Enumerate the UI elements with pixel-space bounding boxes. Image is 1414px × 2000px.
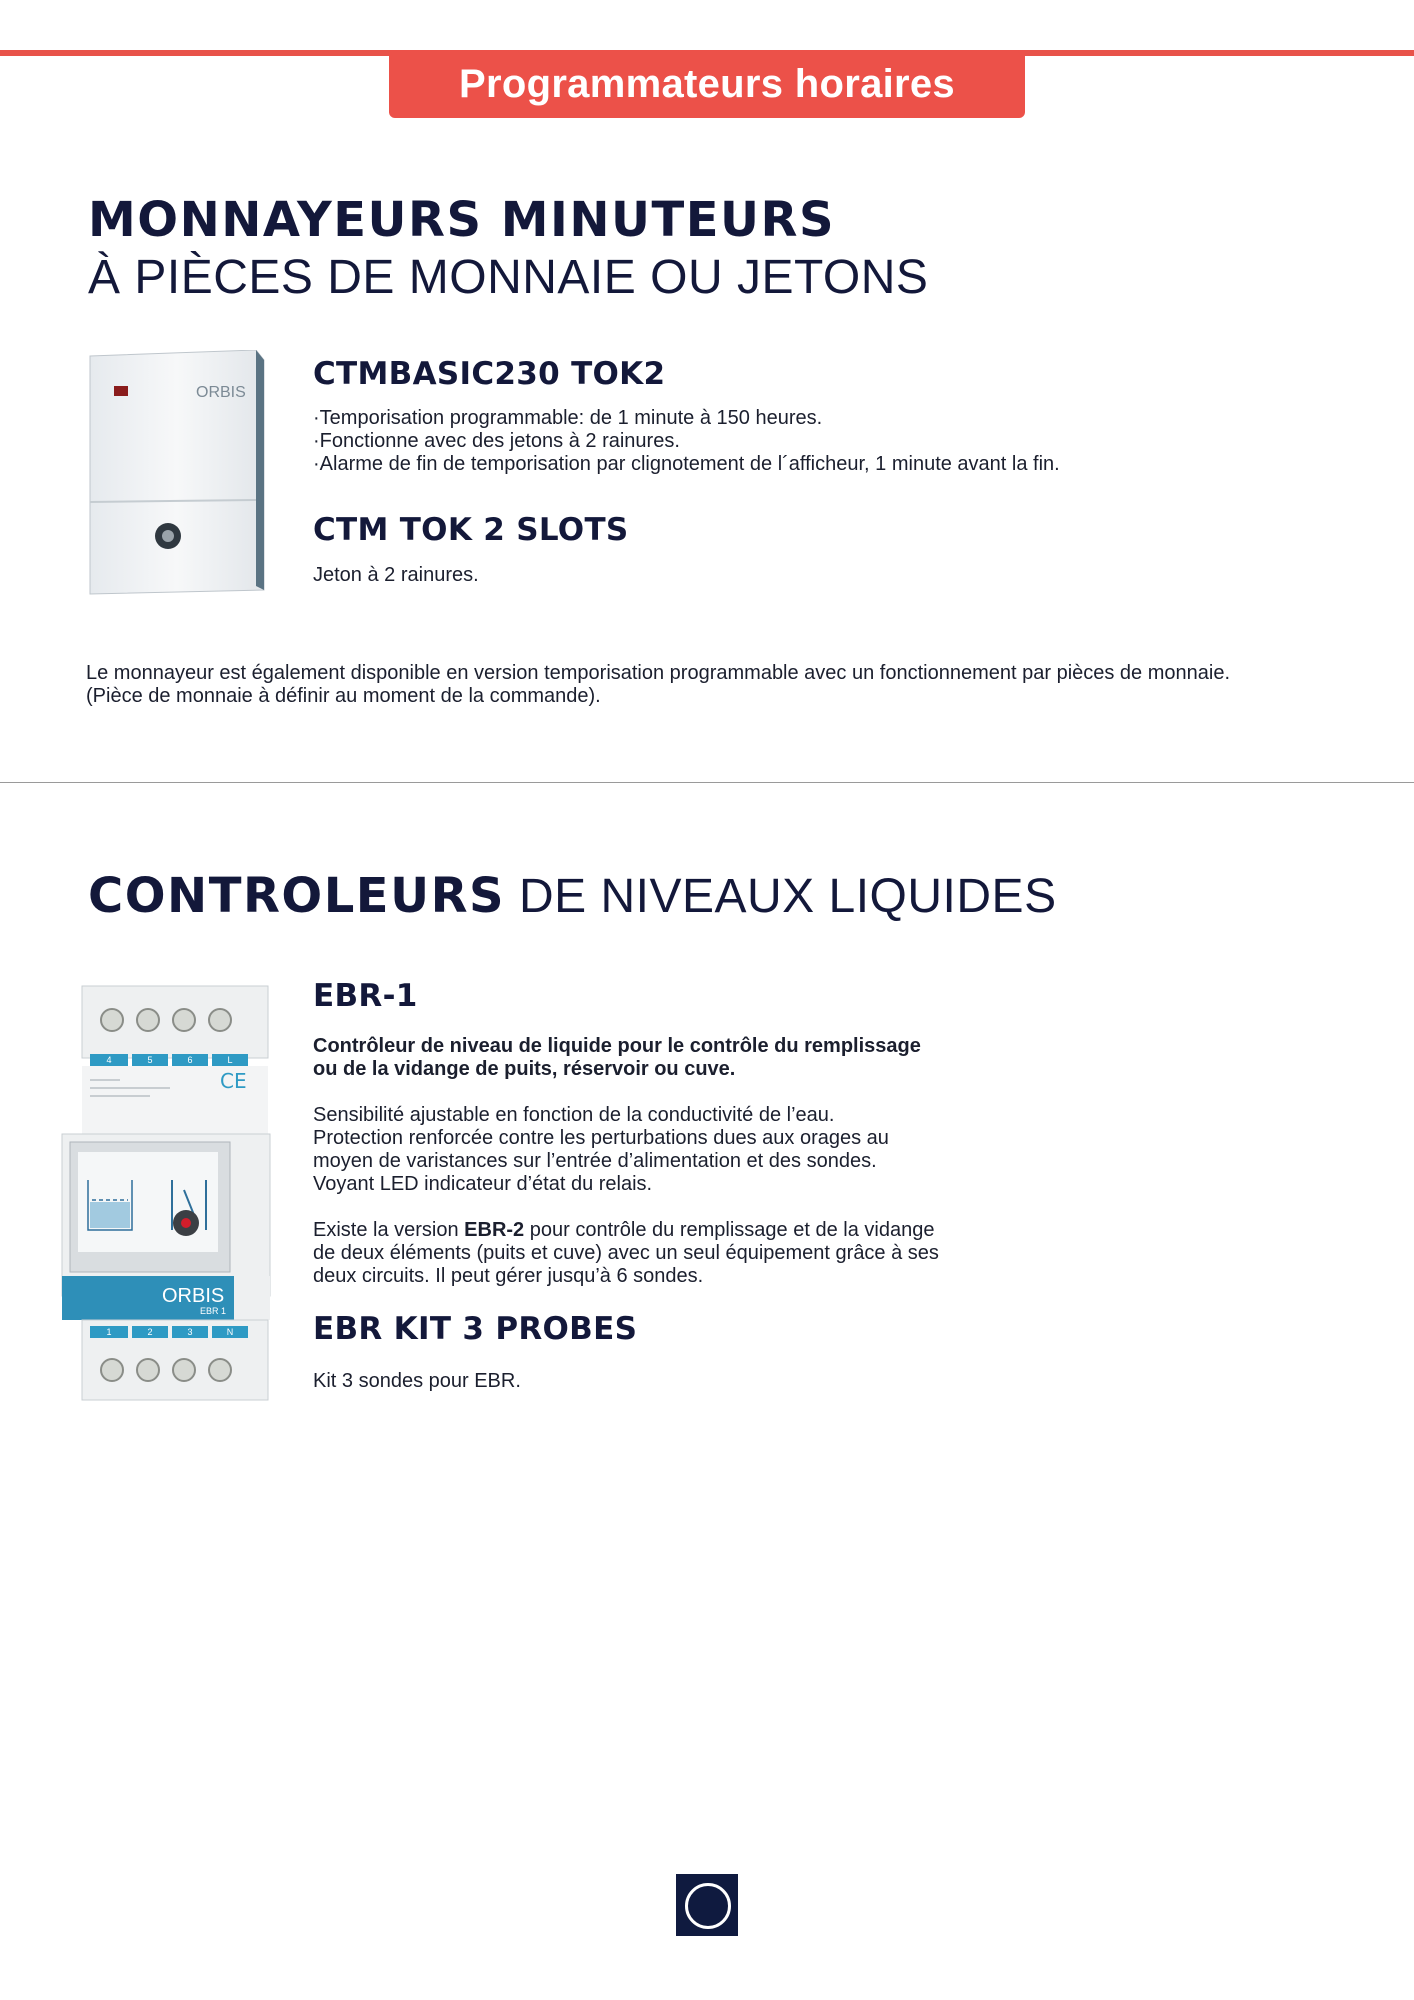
ctmbasic-features xyxy=(313,407,1060,476)
section1-title-light: À PIÈCES DE MONNAIE OU JETONS xyxy=(88,251,929,304)
product-title-ctmbasic: CTMBASIC230 TOK2 xyxy=(313,356,666,392)
lead-line: ou de la vidange de puits, réservoir ou cuve. xyxy=(313,1058,736,1080)
version-text: pour contrôle du remplissage et de la vidange xyxy=(524,1219,935,1241)
ebr-kit-description: Kit 3 sondes pour EBR. xyxy=(313,1370,521,1392)
version-line: deux circuits. Il peut gérer jusqu’à 6 sondes. xyxy=(313,1265,704,1287)
indicator-light xyxy=(114,386,128,396)
footer-logo-box xyxy=(676,1874,738,1936)
feature-line: moyen de varistances sur l’entrée d’alimentation et des sondes. xyxy=(313,1150,877,1172)
terminal-label: L xyxy=(227,1055,233,1065)
product-title-ebr1: EBR-1 xyxy=(313,978,418,1014)
terminal-label: 3 xyxy=(187,1327,193,1337)
note-line: (Pièce de monnaie à définir au moment de la commande). xyxy=(86,685,601,707)
version-line: de deux éléments (puits et cuve) avec un seul équipement grâce à ses xyxy=(313,1242,939,1264)
orbis-logo: ORBIS xyxy=(196,384,246,401)
ebr1-features xyxy=(313,1104,889,1196)
orbis-logo: ORBIS xyxy=(162,1285,225,1307)
ctm-tok-description: Jeton à 2 rainures. xyxy=(313,564,479,586)
feature-item: · Fonctionne avec des jetons à 2 rainures. xyxy=(313,430,1060,453)
product-title-ctm-tok: CTM TOK 2 SLOTS xyxy=(313,512,629,548)
terminal-label: 2 xyxy=(147,1327,153,1337)
feature-line: Protection renforcée contre les perturbations dues aux orages au xyxy=(313,1127,889,1149)
feature-line: Sensibilité ajustable en fonction de la conductivité de l’eau. xyxy=(313,1104,835,1126)
ce-mark-icon: CE xyxy=(220,1069,247,1093)
terminal-label: 4 xyxy=(106,1055,112,1065)
ebr1-lead xyxy=(313,1035,921,1081)
section1-note xyxy=(86,662,1346,708)
note-line: Le monnayeur est également disponible en version temporisation programmable avec un fonctionnement par pièces de monnaie. xyxy=(86,662,1231,684)
ebr1-product-image xyxy=(60,980,276,1406)
section2-title-light: DE NIVEAUX LIQUIDES xyxy=(518,870,1057,923)
version-text: Existe la version xyxy=(313,1219,465,1241)
section1-title-bold: MONNAYEURS MINUTEURS xyxy=(88,192,836,248)
coin-timer-product-image xyxy=(88,350,268,598)
section-divider xyxy=(0,782,1414,783)
section2-title-bold: CONTROLEURS xyxy=(88,868,506,924)
feature-line: Voyant LED indicateur d’état du relais. xyxy=(313,1173,653,1195)
circle-logo-icon xyxy=(685,1883,731,1929)
ebr2-version-note xyxy=(313,1219,939,1288)
terminal-label: 6 xyxy=(187,1055,193,1065)
terminal-label: 1 xyxy=(106,1327,112,1337)
feature-item: · Alarme de fin de temporisation par clignotement de l´afficheur, 1 minute avant la fin. xyxy=(313,453,1060,476)
terminal-label: N xyxy=(226,1327,234,1337)
section2-title xyxy=(88,868,1057,924)
model-label: EBR 1 xyxy=(200,1306,227,1316)
lead-line: Contrôleur de niveau de liquide pour le contrôle du remplissage xyxy=(313,1035,921,1057)
feature-item: · Temporisation programmable: de 1 minute à 150 heures. xyxy=(313,407,1060,430)
section-banner: Programmateurs horaires xyxy=(389,50,1025,118)
product-title-ebr-kit: EBR KIT 3 PROBES xyxy=(313,1311,638,1347)
terminal-label: 5 xyxy=(147,1055,153,1065)
version-model: EBR-2 xyxy=(464,1219,525,1241)
